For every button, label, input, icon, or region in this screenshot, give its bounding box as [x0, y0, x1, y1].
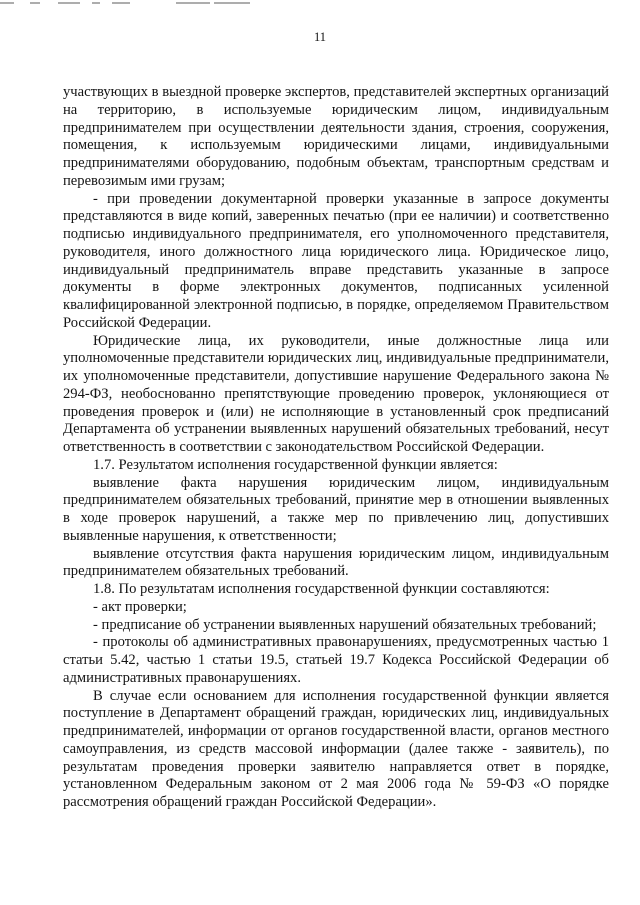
paragraph: - протоколы об административных правонарушениях, предусмотренных частью 1 статьи 5.42, частью 1 статьи 19.5, статьей 19.7 Кодекса Российской Федерации об административных правонарушениях.	[63, 634, 609, 686]
page-number: 11	[313, 30, 327, 44]
paragraph: участвующих в выездной проверке экспертов, представителей экспертных организаций на территорию, в используемые юридическим лицом, индивидуальным предпринимателем при осуществлении деятельности здания, строения, сооружения, помещения, к используемым юридическими лицами, индивидуальными предпринимателями оборудованию, подобным объектам, транспортным средствам и перевозимым ими грузам;	[63, 84, 609, 189]
paragraph: - при проведении документарной проверки указанные в запросе документы представляются в виде копий, заверенных печатью (при ее наличии) и соответственно подписью индивидуального предпринимателя, его уполномоченного представителя, руководителя, иного должностного лица юридического лица. Юридическое лицо, индивидуальный предприниматель вправе представить указанные в запросе документы в форме электронных документов, подписанных усиленной квалифицированной электронной подписью, в порядке, определяемом Правительством Российской Федерации.	[63, 190, 609, 331]
scan-artifacts	[0, 0, 640, 8]
paragraph: выявление отсутствия факта нарушения юридическим лицом, индивидуальным предпринимателем обязательных требований.	[63, 545, 609, 580]
paragraph: 1.7. Результатом исполнения государственной функции является:	[93, 456, 498, 473]
paragraph: - акт проверки;	[93, 598, 187, 615]
document-body	[63, 84, 609, 812]
paragraph: 1.8. По результатам исполнения государственной функции составляются:	[93, 581, 550, 597]
paragraph: - предписание об устранении выявленных нарушений обязательных требований;	[93, 616, 597, 633]
paragraph: Юридические лица, их руководители, иные должностные лица или уполномоченные представители юридических лиц, индивидуальные предприниматели, их уполномоченные представители, допустившие нарушение Федерального закона № 294-ФЗ, необоснованно препятствующие проведению проверок, уклоняющиеся от проведения проверок и (или) не исполняющие в установленный срок предписаний Департамента об устранении выявленных нарушений обязательных требований, несут ответственность в соответствии с законодательством Российской Федерации.	[63, 332, 609, 455]
paragraph: В случае если основанием для исполнения государственной функции является поступление в Департамент обращений граждан, юридических лиц, индивидуальных предпринимателей, информации от органов государственной власти, органов местного самоуправления, из средств массовой информации (далее также - заявитель), по результатам проведения проверки заявителю направляется ответ в порядке, установленном Федеральным законом от 2 мая 2006 года № 59-ФЗ «О порядке рассмотрения обращений граждан Российской Федерации».	[63, 687, 609, 810]
paragraph: выявление факта нарушения юридическим лицом, индивидуальным предпринимателем обязательных требований, принятие мер в отношении выявленных в ходе проверок нарушений, а также мер по привлечению лиц, допустивших выявленные нарушения, к ответственности;	[63, 474, 609, 544]
